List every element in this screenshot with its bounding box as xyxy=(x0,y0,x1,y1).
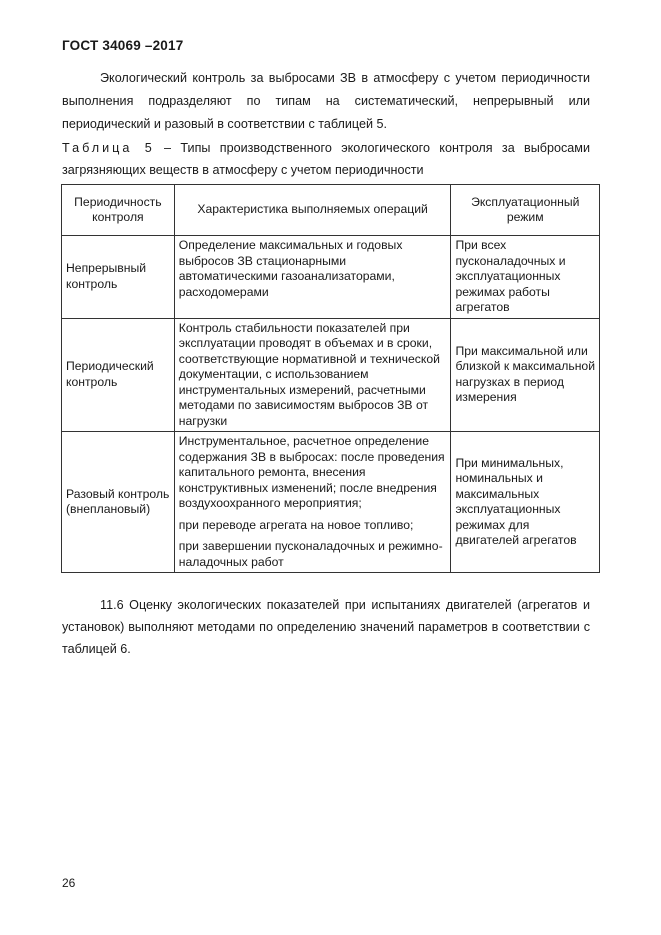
page-number: 26 xyxy=(62,876,76,890)
document-header: ГОСТ 34069 –2017 xyxy=(62,38,184,53)
header-mode: Эксплуатационный режим xyxy=(451,185,600,236)
table-caption-label: Таблица 5 xyxy=(62,141,155,155)
operation-item: при завершении пусконаладочных и режимно-наладочных работ xyxy=(178,539,443,569)
closing-paragraph: 11.6 Оценку экологических показателей при испытаниях двигателей (агрегатов и установок) выполняют методами по определению значений параметров в соответствии с таблицей 6. xyxy=(62,598,590,656)
cell-operations xyxy=(174,432,451,573)
cell-operations: Определение максимальных и годовых выбросов ЗВ стационарными автоматическими газоанализаторами, расходомерами xyxy=(174,236,451,319)
cell-type: Разовый контроль (внеплановый) xyxy=(62,432,175,573)
cell-mode: При всех пусконаладочных и эксплуатационных режимах работы агрегатов xyxy=(451,236,600,319)
cell-mode: При минимальных, номинальных и максимальных эксплуатационных режимах для двигателей агрегатов xyxy=(451,432,600,573)
cell-operations: Контроль стабильности показателей при эксплуатации проводят в объемах и в сроки, соответствующие нормативной и технической документации, с использованием инструментальных измерений, расчетными методами по зависимостям выбросов ЗВ от нагрузки xyxy=(174,318,451,432)
intro-paragraph: Экологический контроль за выбросами ЗВ в атмосферу с учетом периодичности выполнения подразделяют по типам на систематический, непрерывный или периодический и разовый в соответствии с таблицей 5. xyxy=(62,71,590,131)
cell-mode: При максимальной или близкой к максимальной нагрузках в период измерения xyxy=(451,318,600,432)
operation-item: при переводе агрегата на новое топливо; xyxy=(178,517,414,532)
header-operations: Характеристика выполняемых операций xyxy=(174,185,451,236)
header-periodicity: Периодичность контроля xyxy=(62,185,175,236)
table-row xyxy=(62,318,600,432)
table-caption-text: – Типы производственного экологического контроля за выбросами загрязняющих веществ в атмосферу с учетом периодичности xyxy=(62,141,590,177)
table-caption xyxy=(62,137,590,181)
table-header-row xyxy=(62,185,600,236)
cell-type: Периодический контроль xyxy=(62,318,175,432)
operation-item: Инструментальное, расчетное определение содержания ЗВ в выбросах: после проведения капитального ремонта, внесения конструктивных изменений; после внедрения воздухоохранного мероприятия; xyxy=(178,434,445,510)
table-row xyxy=(62,236,600,319)
cell-type: Непрерывный контроль xyxy=(62,236,175,319)
control-types-table xyxy=(61,184,600,573)
table-row xyxy=(62,432,600,573)
